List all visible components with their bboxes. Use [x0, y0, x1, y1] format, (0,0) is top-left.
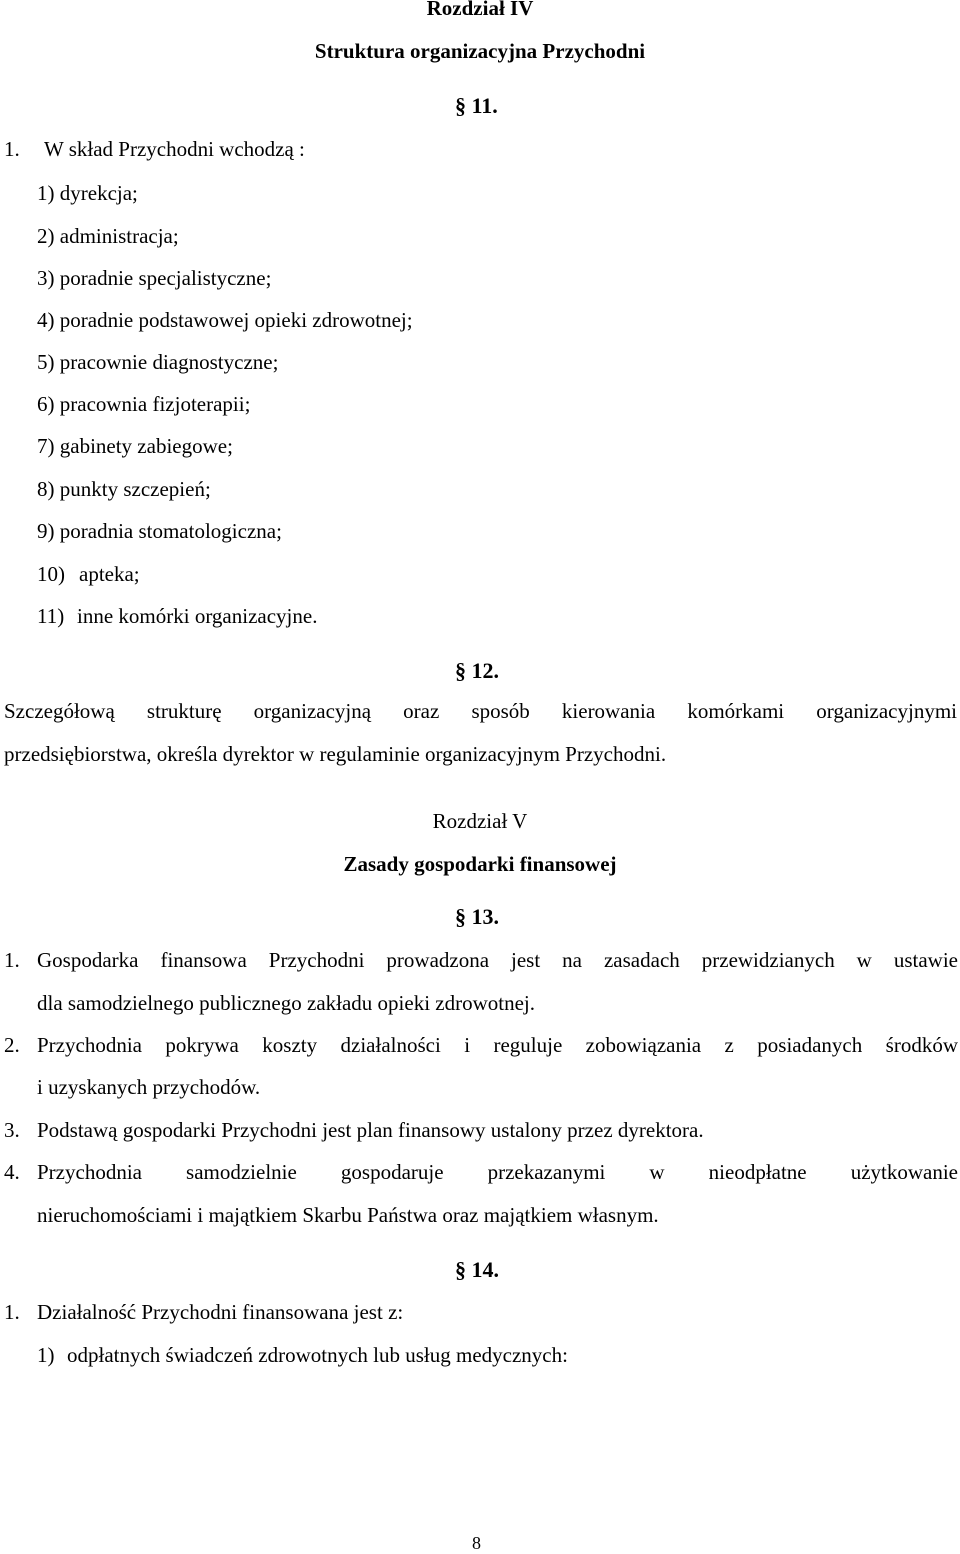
- paragraph-line: Przychodnia pokrywa koszty działalności i reguluje zobowiązania z posiadanych środków: [37, 1033, 958, 1057]
- list-item: 10) apteka;: [37, 562, 140, 586]
- section-mark: § 11.: [455, 93, 498, 118]
- point-number: 4.: [4, 1160, 20, 1184]
- chapter-title: Zasady gospodarki finansowej: [343, 852, 617, 876]
- point-number: 2.: [4, 1033, 20, 1057]
- paragraph-line: i uzyskanych przychodów.: [37, 1075, 261, 1099]
- list-item: 1) dyrekcja;: [37, 181, 138, 205]
- point-number: 3.: [4, 1118, 20, 1142]
- point-number: 1.: [4, 137, 20, 161]
- paragraph-line: Podstawą gospodarki Przychodni jest plan finansowy ustalony przez dyrektora.: [37, 1118, 704, 1142]
- list-item: 5) pracownie diagnostyczne;: [37, 350, 279, 374]
- list-item: 7) gabinety zabiegowe;: [37, 434, 233, 458]
- section-mark: § 13.: [455, 904, 499, 929]
- list-item: 1) odpłatnych świadczeń zdrowotnych lub usług medycznych:: [37, 1343, 568, 1367]
- paragraph-line: Gospodarka finansowa Przychodni prowadzona jest na zasadach przewidzianych w ustawie: [37, 948, 958, 972]
- point-number: 1.: [4, 948, 20, 972]
- paragraph-line: dla samodzielnego publicznego zakładu opieki zdrowotnej.: [37, 991, 536, 1015]
- list-item: 11) inne komórki organizacyjne.: [37, 604, 318, 628]
- list-item: 3) poradnie specjalistyczne;: [37, 266, 272, 290]
- chapter-heading: Rozdział V: [432, 809, 528, 833]
- list-item: 8) punkty szczepień;: [37, 477, 211, 501]
- paragraph-line: nieruchomościami i majątkiem Skarbu Państwa oraz majątkiem własnym.: [37, 1203, 659, 1227]
- list-item: 9) poradnia stomatologiczna;: [37, 519, 282, 543]
- point-text: Działalność Przychodni finansowana jest z:: [37, 1300, 404, 1324]
- page-number: 8: [472, 1533, 481, 1553]
- chapter-title: Struktura organizacyjna Przychodni: [314, 39, 646, 63]
- chapter-heading: Rozdział IV: [426, 0, 534, 20]
- paragraph-line: przedsiębiorstwa, określa dyrektor w regulaminie organizacyjnym Przychodni.: [4, 742, 667, 766]
- list-item: 4) poradnie podstawowej opieki zdrowotnej;: [37, 308, 413, 332]
- paragraph-line: Przychodnia samodzielnie gospodaruje przekazanymi w nieodpłatne użytkowanie: [37, 1160, 958, 1184]
- point-number: 1.: [4, 1300, 20, 1324]
- paragraph-line: Szczegółową strukturę organizacyjną oraz sposób kierowania komórkami organizacyjnymi: [4, 699, 957, 723]
- list-item: 6) pracownia fizjoterapii;: [37, 392, 251, 416]
- section-mark: § 14.: [455, 1257, 499, 1282]
- section-mark: § 12.: [455, 658, 499, 683]
- point-text: W skład Przychodni wchodzą :: [44, 137, 305, 161]
- list-item: 2) administracja;: [37, 224, 179, 248]
